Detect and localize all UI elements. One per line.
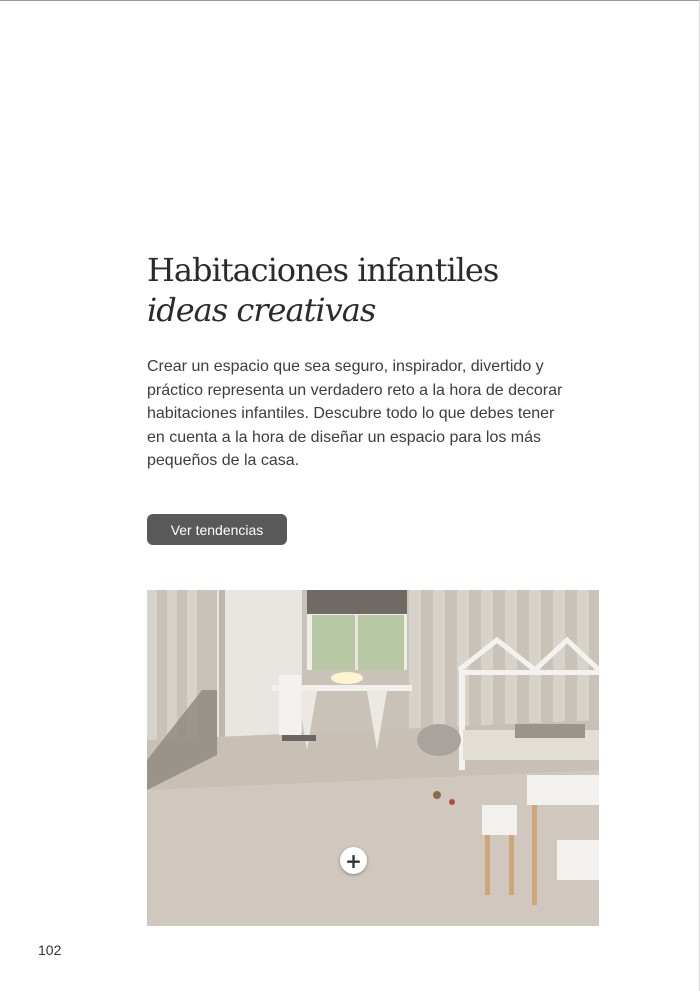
top-rule xyxy=(0,0,700,1)
title-line-2: ideas creativas xyxy=(147,291,376,329)
kids-room-photo[interactable] xyxy=(147,590,599,926)
title-line-1: Habitaciones infantiles xyxy=(147,251,499,289)
ver-tendencias-button[interactable]: Ver tendencias xyxy=(147,514,287,545)
page-title xyxy=(147,250,607,330)
intro-paragraph: Crear un espacio que sea seguro, inspirador, divertido y práctico representa un verdadero reto a la hora de decorar habitaciones infantiles. Descubre todo lo que debes tener en cuenta a la hora de diseñar un espacio para los más pequeños de la casa. xyxy=(147,358,563,469)
expand-photo-button[interactable] xyxy=(340,847,367,874)
page-number: 102 xyxy=(38,942,62,958)
kids-room-illustration xyxy=(147,590,599,926)
plus-icon: + xyxy=(345,848,362,873)
